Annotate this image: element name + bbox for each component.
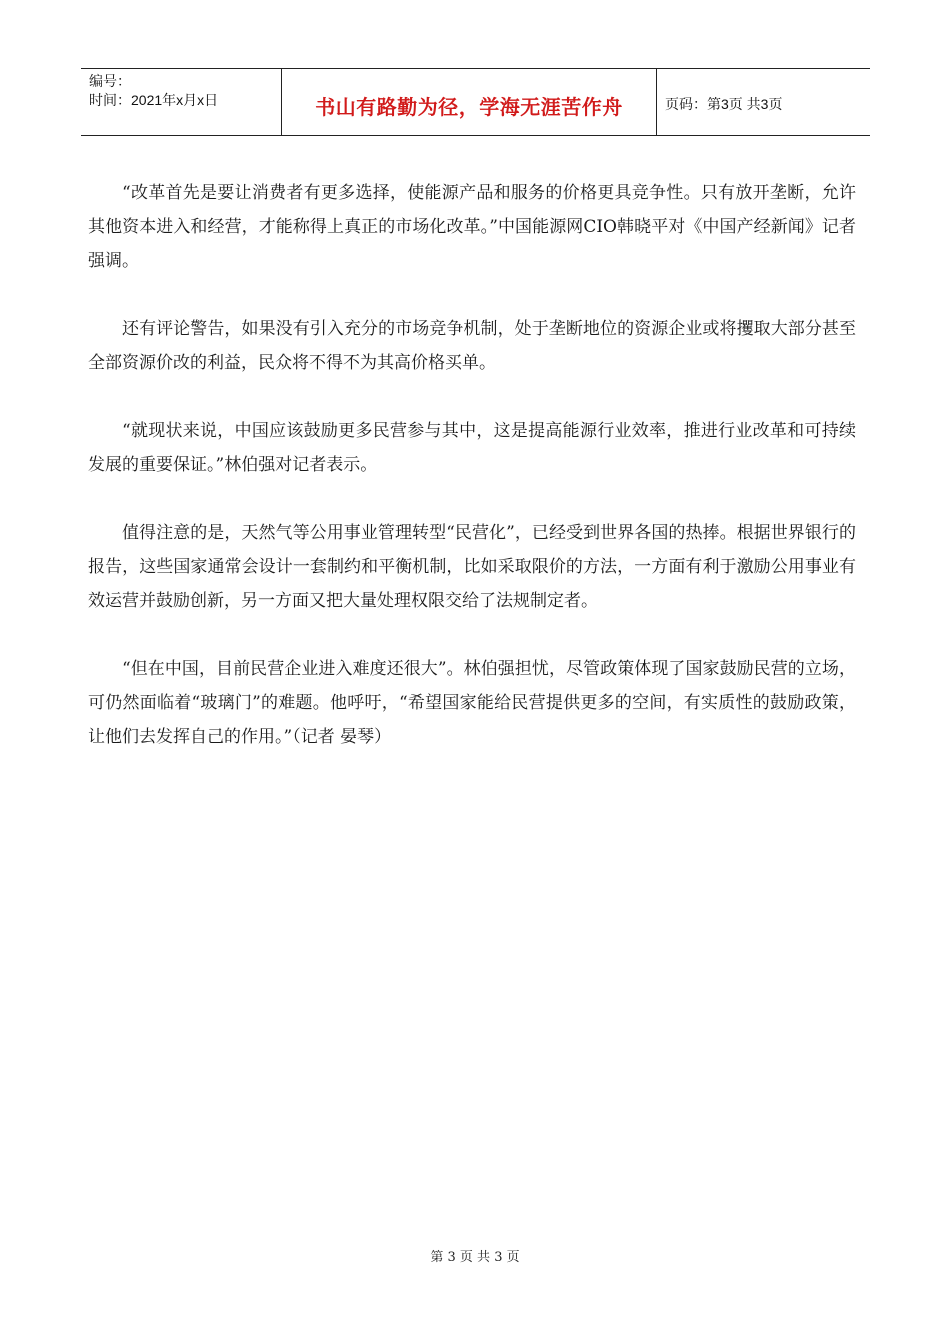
document-header [81, 68, 870, 136]
header-page-info: 页码：第3页 共3页 [665, 96, 783, 112]
paragraph: 值得注意的是，天然气等公用事业管理转型“民营化”，已经受到世界各国的热捧。根据世界银行的报告，这些国家通常会设计一套制约和平衡机制，比如采取限价的方法，一方面有利于激励公用事业有效运营并鼓励创新，另一方面又把大量处理权限交给了法规制定者。 [88, 523, 856, 611]
code-label: 编号： [89, 73, 131, 89]
paragraph: “改革首先是要让消费者有更多选择，使能源产品和服务的价格更具竞争性。只有放开垄断，允许其他资本进入和经营，才能称得上真正的市场化改革。”中国能源网CIO韩晓平对《中国产经新闻》记者强调。 [88, 183, 856, 271]
paragraph: “但在中国，目前民营企业进入难度还很大”。林伯强担忧，尽管政策体现了国家鼓励民营的立场，可仍然面临着“玻璃门”的难题。他呼吁，“希望国家能给民营提供更多的空间，有实质性的鼓励政策，让他们去发挥自己的作用。”（记者 晏琴） [88, 659, 856, 747]
page-footer: 第 3 页 共 3 页 [430, 1250, 520, 1265]
article-body [88, 176, 856, 788]
paragraph: 还有评论警告，如果没有引入充分的市场竞争机制，处于垄断地位的资源企业或将攫取大部分甚至全部资源价改的利益，民众将不得不为其高价格买单。 [88, 319, 856, 373]
header-motto: 书山有路勤为径，学海无涯苦作舟 [282, 69, 657, 135]
header-meta [81, 69, 282, 135]
time-label: 时间：2021年x月x日 [89, 92, 219, 108]
paragraph: “就现状来说，中国应该鼓励更多民营参与其中，这是提高能源行业效率，推进行业改革和可持续发展的重要保证。”林伯强对记者表示。 [88, 421, 856, 475]
